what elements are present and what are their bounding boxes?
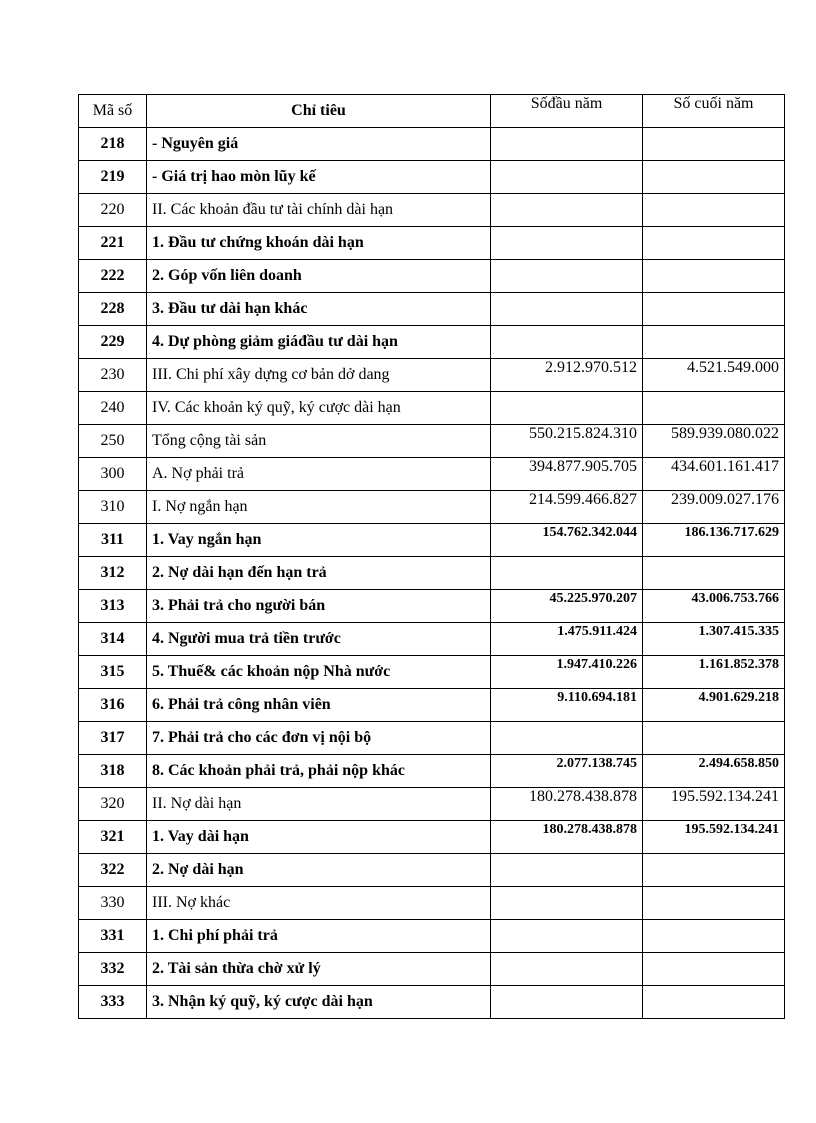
row-end-of-year-cell [643,227,785,260]
row-start-of-year-cell: 1.475.911.424 [491,623,643,656]
row-code-cell: 222 [79,260,147,293]
row-name-cell: 3. Nhận ký quỹ, ký cược dài hạn [147,986,491,1019]
row-name-cell: 4. Dự phòng giảm giáđầu tư dài hạn [147,326,491,359]
row-start-of-year-cell: 2.077.138.745 [491,755,643,788]
row-end-of-year-cell [643,854,785,887]
row-start-of-year-cell [491,887,643,920]
row-name-cell: 4. Người mua trả tiền trước [147,623,491,656]
table-row [79,656,785,689]
row-code-cell: 332 [79,953,147,986]
row-end-of-year-cell: 4.901.629.218 [643,689,785,722]
row-code-cell: 218 [79,128,147,161]
row-code-cell: 219 [79,161,147,194]
table-row [79,524,785,557]
row-end-of-year-cell [643,293,785,326]
row-start-of-year-cell [491,557,643,590]
row-code-cell: 300 [79,458,147,491]
row-end-of-year-cell [643,161,785,194]
table-row [79,986,785,1019]
row-end-of-year-cell: 195.592.134.241 [643,821,785,854]
row-code-cell: 331 [79,920,147,953]
row-start-of-year-cell [491,128,643,161]
row-start-of-year-cell: 154.762.342.044 [491,524,643,557]
row-code-cell: 313 [79,590,147,623]
row-code-cell: 330 [79,887,147,920]
row-start-of-year-cell [491,293,643,326]
row-code-cell: 228 [79,293,147,326]
row-name-cell: I. Nợ ngắn hạn [147,491,491,524]
table-row [79,161,785,194]
row-name-cell: - Nguyên giá [147,128,491,161]
table-row [79,590,785,623]
table-row [79,359,785,392]
row-code-cell: 229 [79,326,147,359]
row-code-cell: 221 [79,227,147,260]
row-end-of-year-cell: 589.939.080.022 [643,425,785,458]
row-start-of-year-cell: 180.278.438.878 [491,821,643,854]
row-name-cell: 1. Đầu tư chứng khoán dài hạn [147,227,491,260]
row-end-of-year-cell: 195.592.134.241 [643,788,785,821]
table-row [79,755,785,788]
row-name-cell: III. Chi phí xây dựng cơ bản dở dang [147,359,491,392]
table-row [79,293,785,326]
row-start-of-year-cell: 214.599.466.827 [491,491,643,524]
row-end-of-year-cell: 1.307.415.335 [643,623,785,656]
row-end-of-year-cell: 239.009.027.176 [643,491,785,524]
row-name-cell: A. Nợ phải trả [147,458,491,491]
row-code-cell: 310 [79,491,147,524]
row-code-cell: 314 [79,623,147,656]
row-end-of-year-cell [643,392,785,425]
header-end-of-year: Số cuối năm [643,95,785,128]
header-code: Mã số [79,95,147,128]
row-name-cell: 1. Vay dài hạn [147,821,491,854]
row-name-cell: 2. Tài sản thừa chờ xử lý [147,953,491,986]
row-name-cell: 5. Thuế& các khoản nộp Nhà nước [147,656,491,689]
row-start-of-year-cell: 2.912.970.512 [491,359,643,392]
row-name-cell: 2. Nợ dài hạn đến hạn trả [147,557,491,590]
row-end-of-year-cell [643,722,785,755]
row-end-of-year-cell [643,326,785,359]
row-code-cell: 333 [79,986,147,1019]
row-code-cell: 316 [79,689,147,722]
row-start-of-year-cell [491,161,643,194]
row-code-cell: 311 [79,524,147,557]
header-name: Chỉ tiêu [147,95,491,128]
table-row [79,887,785,920]
header-start-of-year: Sốđầu năm [491,95,643,128]
row-end-of-year-cell: 43.006.753.766 [643,590,785,623]
row-end-of-year-cell [643,194,785,227]
row-end-of-year-cell [643,260,785,293]
table-row [79,821,785,854]
row-name-cell: 8. Các khoản phải trả, phải nộp khác [147,755,491,788]
table-row [79,623,785,656]
row-start-of-year-cell: 550.215.824.310 [491,425,643,458]
row-name-cell: IV. Các khoản ký quỹ, ký cược dài hạn [147,392,491,425]
row-code-cell: 220 [79,194,147,227]
table-row [79,194,785,227]
row-start-of-year-cell: 394.877.905.705 [491,458,643,491]
table-row [79,557,785,590]
row-name-cell: 2. Nợ dài hạn [147,854,491,887]
row-end-of-year-cell [643,920,785,953]
row-start-of-year-cell [491,854,643,887]
table-row [79,326,785,359]
row-code-cell: 318 [79,755,147,788]
row-name-cell: 2. Góp vốn liên doanh [147,260,491,293]
row-end-of-year-cell: 434.601.161.417 [643,458,785,491]
table-header-row [79,95,785,128]
table-row [79,260,785,293]
table-row [79,491,785,524]
row-code-cell: 315 [79,656,147,689]
table-row [79,854,785,887]
row-name-cell: - Giá trị hao mòn lũy kế [147,161,491,194]
row-start-of-year-cell [491,194,643,227]
table-row [79,689,785,722]
table-body [79,128,785,1019]
row-start-of-year-cell [491,722,643,755]
table-row [79,920,785,953]
row-end-of-year-cell: 2.494.658.850 [643,755,785,788]
table-row [79,953,785,986]
row-start-of-year-cell: 9.110.694.181 [491,689,643,722]
row-code-cell: 322 [79,854,147,887]
row-name-cell: II. Nợ dài hạn [147,788,491,821]
row-end-of-year-cell [643,887,785,920]
table-row [79,227,785,260]
row-start-of-year-cell [491,260,643,293]
row-end-of-year-cell: 4.521.549.000 [643,359,785,392]
row-start-of-year-cell [491,953,643,986]
row-code-cell: 317 [79,722,147,755]
row-code-cell: 312 [79,557,147,590]
row-end-of-year-cell: 186.136.717.629 [643,524,785,557]
row-end-of-year-cell [643,128,785,161]
row-code-cell: 240 [79,392,147,425]
row-end-of-year-cell [643,557,785,590]
row-name-cell: Tổng cộng tài sản [147,425,491,458]
row-name-cell: II. Các khoản đầu tư tài chính dài hạn [147,194,491,227]
row-name-cell: 6. Phải trả công nhân viên [147,689,491,722]
row-code-cell: 321 [79,821,147,854]
table-row [79,128,785,161]
row-start-of-year-cell [491,326,643,359]
row-code-cell: 230 [79,359,147,392]
table-row [79,392,785,425]
row-end-of-year-cell [643,953,785,986]
row-name-cell: 3. Phải trả cho người bán [147,590,491,623]
row-end-of-year-cell [643,986,785,1019]
row-name-cell: 1. Vay ngắn hạn [147,524,491,557]
row-start-of-year-cell [491,986,643,1019]
row-start-of-year-cell: 1.947.410.226 [491,656,643,689]
row-start-of-year-cell: 45.225.970.207 [491,590,643,623]
row-code-cell: 250 [79,425,147,458]
row-start-of-year-cell [491,392,643,425]
balance-sheet-table [78,94,785,1019]
table-row [79,722,785,755]
row-name-cell: III. Nợ khác [147,887,491,920]
row-name-cell: 1. Chi phí phải trả [147,920,491,953]
row-code-cell: 320 [79,788,147,821]
row-start-of-year-cell [491,227,643,260]
table-row [79,425,785,458]
row-name-cell: 7. Phải trả cho các đơn vị nội bộ [147,722,491,755]
row-start-of-year-cell: 180.278.438.878 [491,788,643,821]
table-row [79,788,785,821]
row-name-cell: 3. Đầu tư dài hạn khác [147,293,491,326]
table-row [79,458,785,491]
row-start-of-year-cell [491,920,643,953]
row-end-of-year-cell: 1.161.852.378 [643,656,785,689]
